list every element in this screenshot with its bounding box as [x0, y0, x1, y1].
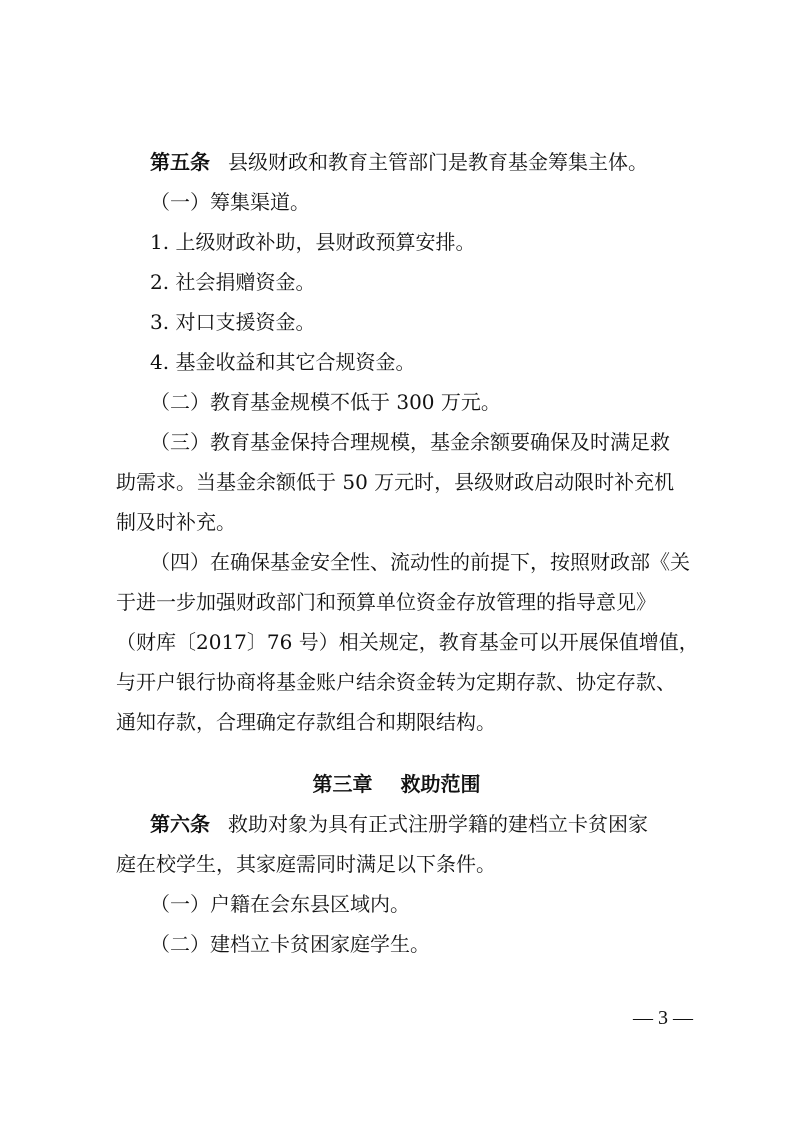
condition-2: （二）建档立卡贫困家庭学生。 [150, 932, 430, 956]
channel-item-3: 3. 对口支援资金。 [150, 310, 316, 334]
chapter-3-heading [0, 772, 793, 796]
preserve-line-3: （财库〔2017〕76 号）相关规定，教育基金可以开展保值增值， [116, 630, 699, 654]
article-5-text: 县级财政和教育主管部门是教育基金筹集主体。 [228, 150, 648, 174]
maintain-line-1: （三）教育基金保持合理规模，基金余额要确保及时满足救 [150, 430, 670, 454]
article-6-title: 第六条 [150, 812, 210, 836]
channels-heading: （一）筹集渠道。 [150, 190, 310, 214]
article-6 [150, 812, 648, 836]
fund-scale: （二）教育基金规模不低于 300 万元。 [150, 390, 501, 414]
article-6-continuation: 庭在校学生，其家庭需同时满足以下条件。 [116, 852, 496, 876]
chapter-3-title: 救助范围 [400, 772, 481, 796]
article-5 [150, 150, 648, 174]
maintain-line-3: 制及时补充。 [116, 510, 236, 534]
channel-item-4: 4. 基金收益和其它合规资金。 [150, 350, 416, 374]
preserve-line-4: 与开户银行协商将基金账户结余资金转为定期存款、协定存款、 [116, 670, 676, 694]
maintain-line-2: 助需求。当基金余额低于 50 万元时，县级财政启动限时补充机 [116, 470, 675, 494]
article-6-text: 救助对象为具有正式注册学籍的建档立卡贫困家 [228, 812, 648, 836]
chapter-3-number: 第三章 [312, 772, 373, 796]
preserve-line-1: （四）在确保基金安全性、流动性的前提下，按照财政部《关 [150, 550, 690, 574]
condition-1: （一）户籍在会东县区域内。 [150, 892, 410, 916]
page-number: — 3 — [633, 1007, 693, 1029]
channel-item-2: 2. 社会捐赠资金。 [150, 270, 316, 294]
preserve-line-2: 于进一步加强财政部门和预算单位资金存放管理的指导意见》 [116, 590, 656, 614]
article-5-title: 第五条 [150, 150, 210, 174]
channel-item-1: 1. 上级财政补助，县财政预算安排。 [150, 230, 476, 254]
preserve-line-5: 通知存款，合理确定存款组合和期限结构。 [116, 710, 496, 734]
